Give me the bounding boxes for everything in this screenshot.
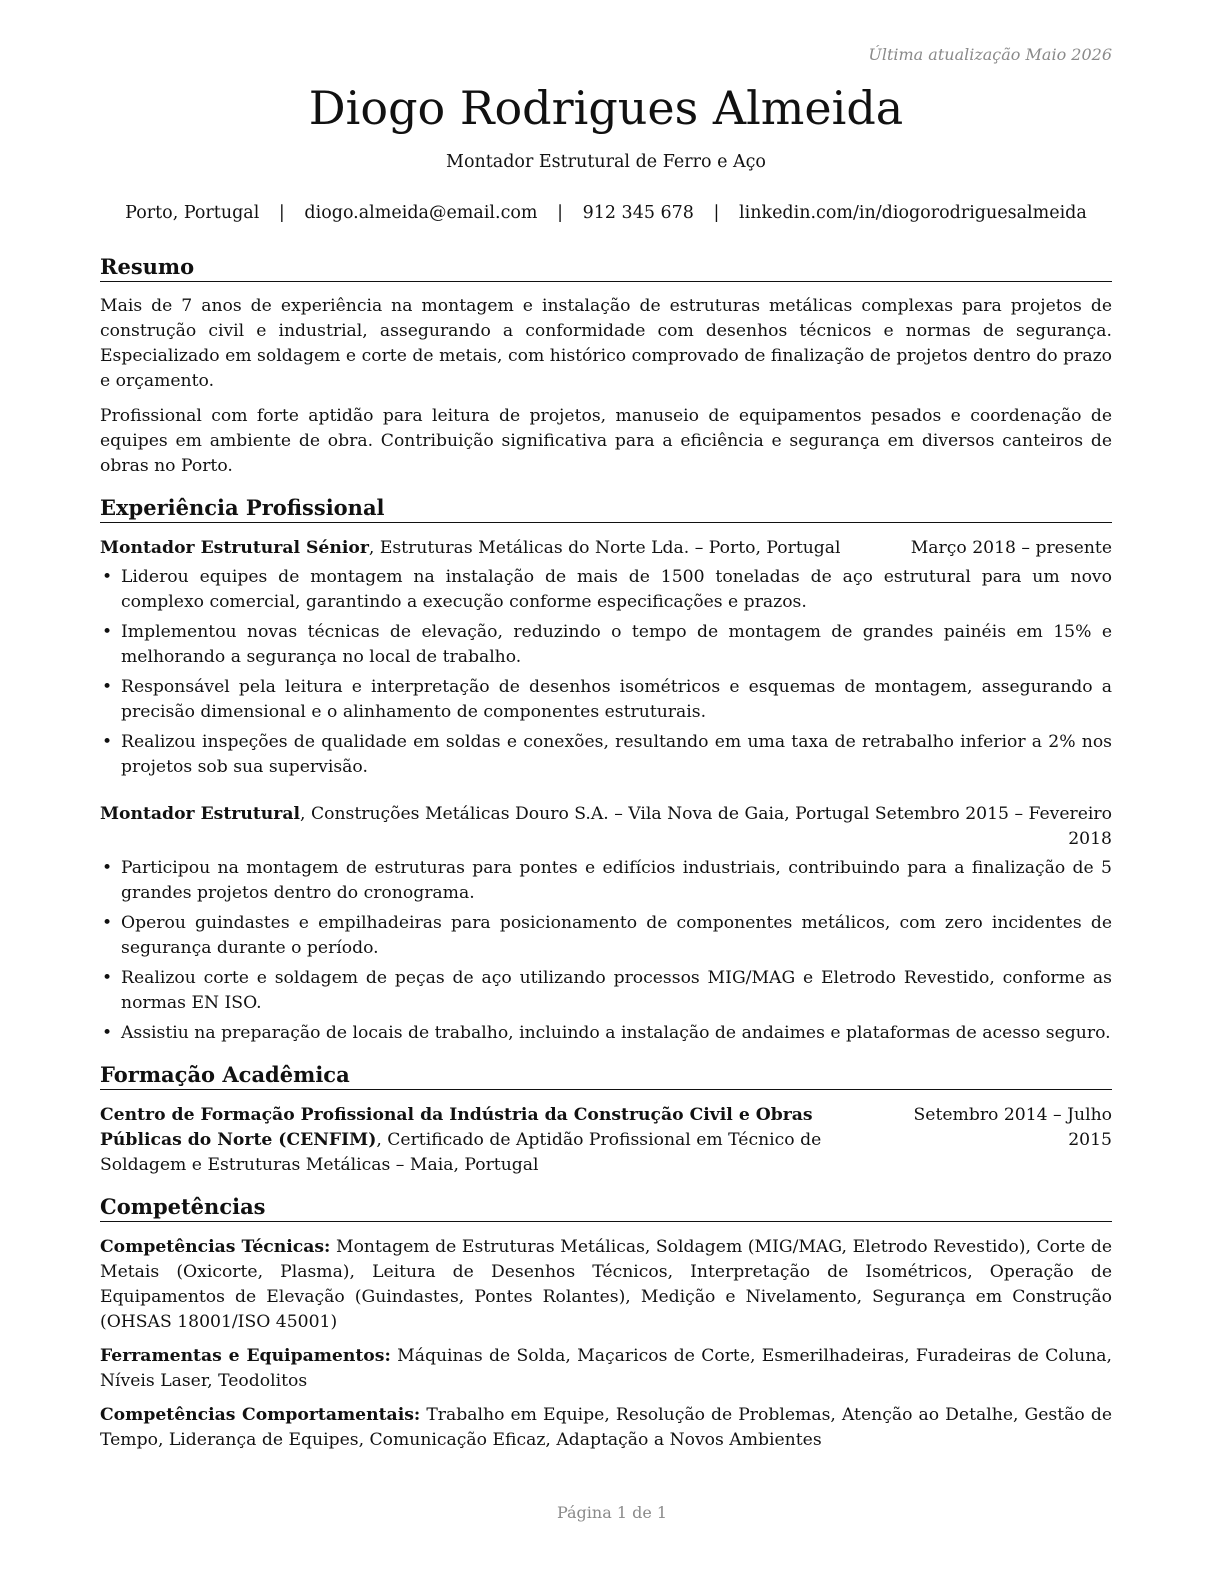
section-title-skills: Competências — [100, 1194, 1112, 1222]
list-item: • Liderou equipes de montagem na instalação de mais de 1500 toneladas de aço estrutural para um novo complexo comercial, garantindo a execução conforme especificações e prazos. — [102, 567, 1112, 612]
list-item: • Operou guindastes e empilhadeiras para posicionamento de componentes metálicos, com zero incidentes de segurança durante o período. — [102, 913, 1112, 958]
skill-group-text: Montagem de Estruturas Metálicas, Soldagem (MIG/MAG, Eletrodo Revestido), Corte de Metais (Oxicorte, Plasma), Leitura de Desenhos Técnicos, Interpretação de Isométricos, Operação de Equipamentos de Elevação (Guindastes, Pontes Rolantes), Medição e Nivelamento, Segurança em Construção (OHSAS 18001/ISO 45001) — [100, 1237, 1112, 1332]
skill-group — [100, 1403, 1112, 1453]
bullet-icon: • — [102, 622, 113, 642]
job-header — [100, 536, 1112, 561]
section-title-experience: Experiência Profissional — [100, 495, 1112, 523]
bullet-icon: • — [102, 732, 113, 752]
bullet-icon: • — [102, 677, 113, 697]
education-dates: Setembro 2014 – Julho 2015 — [913, 1105, 1112, 1150]
skill-group-label: Competências Técnicas: — [100, 1237, 331, 1257]
skill-group — [100, 1235, 1112, 1335]
job-bullets — [100, 856, 1112, 1046]
skill-group — [100, 1344, 1112, 1394]
list-item: • Realizou inspeções de qualidade em soldas e conexões, resultando em uma taxa de retrabalho inferior a 2% nos projetos sob sua supervisão. — [102, 732, 1112, 777]
skill-group-label: Ferramentas e Equipamentos: — [100, 1346, 391, 1366]
skill-group-text: Máquinas de Solda, Maçaricos de Corte, Esmerilhadeiras, Furadeiras de Coluna, Níveis Laser, Teodolitos — [100, 1346, 1113, 1391]
job-dates: Setembro 2015 – Fevereiro 2018 — [874, 804, 1112, 849]
education-institution: Centro de Formação Profissional da Indústria da Construção Civil e Obras Públicas do Norte (CENFIM) — [100, 1105, 813, 1150]
contact-separator: | — [713, 203, 720, 223]
job-company: , Estruturas Metálicas do Norte Lda. – Porto, Portugal — [368, 538, 841, 558]
list-item: • Implementou novas técnicas de elevação, reduzindo o tempo de montagem de grandes painéis em 15% e melhorando a segurança no local de trabalho. — [102, 622, 1112, 667]
candidate-name: Diogo Rodrigues Almeida — [308, 81, 904, 135]
section-title-summary: Resumo — [100, 254, 1112, 282]
job-entry — [100, 802, 1112, 1046]
job-bullets — [100, 565, 1112, 780]
contact-email[interactable]: diogo.almeida@email.com — [304, 203, 538, 223]
summary-paragraph: Profissional com forte aptidão para leitura de projetos, manuseio de equipamentos pesados e coordenação de equipes em ambiente de obra. Contribuição significativa para a eficiência e segurança em diversos canteiros de obras no Porto. — [100, 406, 1112, 476]
contact-separator: | — [278, 203, 285, 223]
job-entry — [100, 536, 1112, 780]
contact-separator: | — [557, 203, 564, 223]
job-header — [100, 802, 1112, 852]
page-number: Página 1 de 1 — [556, 1503, 668, 1522]
contact-location: Porto, Portugal — [125, 203, 260, 223]
last-updated: Última atualização Maio 2026 — [868, 45, 1112, 64]
skill-group-label: Competências Comportamentais: — [100, 1405, 421, 1425]
list-item: • Responsável pela leitura e interpretação de desenhos isométricos e esquemas de montagem, assegurando a precisão dimensional e o alinhamento de componentes estruturais. — [102, 677, 1112, 722]
job-company: , Construções Metálicas Douro S.A. – Vila Nova de Gaia, Portugal — [300, 804, 870, 824]
list-item: • Participou na montagem de estruturas para pontes e edifícios industriais, contribuindo para a finalização de 5 grandes projetos dentro do cronograma. — [102, 858, 1112, 903]
bullet-icon: • — [102, 968, 113, 988]
list-item: • Assistiu na preparação de locais de trabalho, incluindo a instalação de andaimes e plataformas de acesso seguro. — [100, 1021, 1112, 1046]
job-role: Montador Estrutural Sénior — [100, 538, 369, 558]
job-role: Montador Estrutural — [100, 804, 301, 824]
skill-group-text: Trabalho em Equipe, Resolução de Problemas, Atenção ao Detalhe, Gestão de Tempo, Liderança de Equipes, Comunicação Eficaz, Adaptação a Novos Ambientes — [100, 1405, 1112, 1450]
list-item: • Realizou corte e soldagem de peças de aço utilizando processos MIG/MAG e Eletrodo Revestido, conforme as normas EN ISO. — [102, 968, 1112, 1013]
education-entry — [100, 1103, 1112, 1178]
summary-paragraph: Mais de 7 anos de experiência na montagem e instalação de estruturas metálicas complexas para projetos de construção civil e industrial, assegurando a conformidade com desenhos técnicos e normas de segurança. Especializado em soldagem e corte de metais, com histórico comprovado de finalização de projetos dentro do prazo e orçamento. — [100, 296, 1112, 391]
education-details: , Certificado de Aptidão Profissional em Técnico de Soldagem e Estruturas Metálicas – Maia, Portugal — [100, 1130, 822, 1175]
bullet-icon: • — [102, 913, 113, 933]
bullet-icon: • — [102, 567, 113, 587]
contact-line — [100, 201, 1112, 226]
contact-phone[interactable]: 912 345 678 — [582, 203, 694, 223]
bullet-icon: • — [102, 858, 113, 878]
contact-linkedin[interactable]: linkedin.com/in/diogorodriguesalmeida — [739, 203, 1087, 223]
job-dates: Março 2018 – presente — [910, 538, 1112, 558]
section-title-education: Formação Acadêmica — [100, 1062, 1112, 1090]
job-title: Montador Estrutural de Ferro e Aço — [446, 152, 766, 172]
bullet-icon: • — [102, 1023, 113, 1043]
